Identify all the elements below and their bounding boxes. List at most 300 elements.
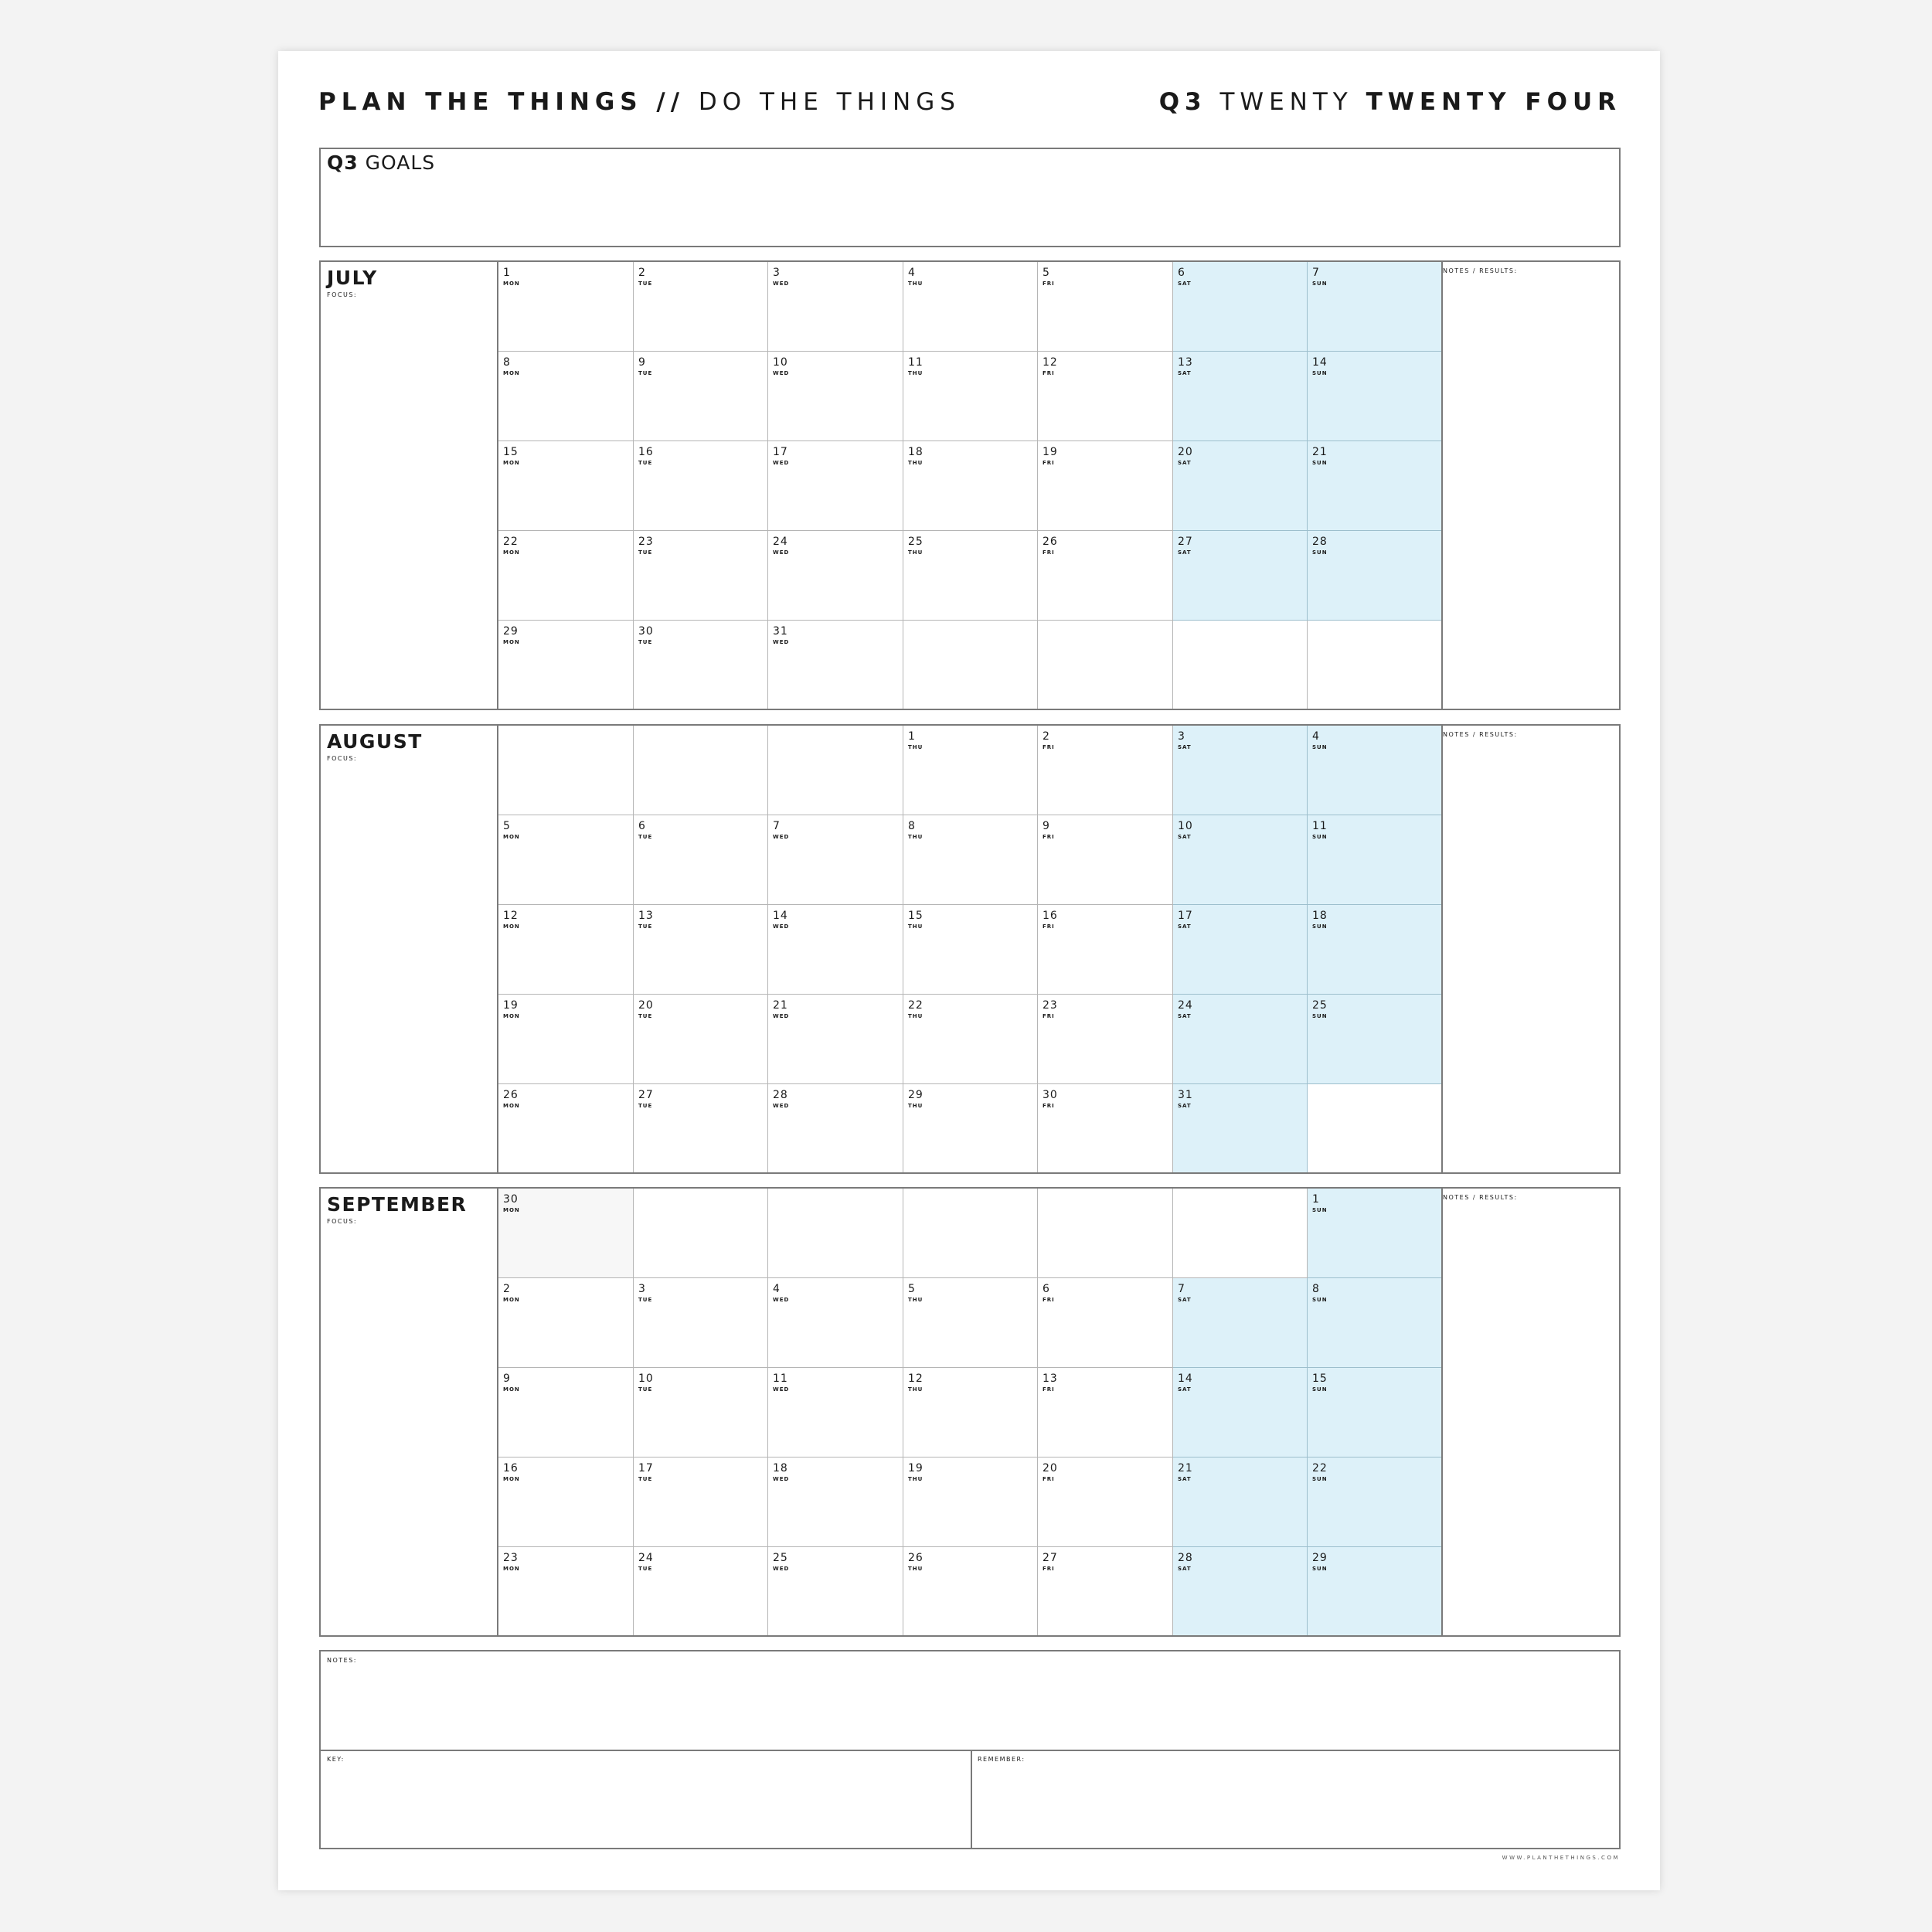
weekday-label: FRI xyxy=(1043,1297,1055,1303)
day-cell[interactable] xyxy=(768,1084,903,1172)
day-number: 15 xyxy=(503,446,519,458)
weekday-label: TUE xyxy=(638,1013,653,1019)
weekday-label: MON xyxy=(503,460,520,466)
website-url: WWW.PLANTHETHINGS.COM xyxy=(1502,1855,1620,1861)
day-cell[interactable] xyxy=(1173,441,1308,531)
day-cell[interactable] xyxy=(1038,905,1173,995)
day-number: 23 xyxy=(503,1552,519,1564)
day-number: 3 xyxy=(773,267,781,279)
weekday-label: WED xyxy=(773,370,790,376)
notes-results-label: NOTES / RESULTS: xyxy=(1443,267,1518,274)
day-cell[interactable] xyxy=(903,1084,1038,1172)
goals-box[interactable] xyxy=(319,148,1621,247)
day-cell[interactable] xyxy=(768,995,903,1084)
day-number: 19 xyxy=(503,999,519,1012)
remember-label: REMEMBER: xyxy=(978,1756,1026,1763)
month-block-august xyxy=(319,724,1621,1174)
weekday-label: TUE xyxy=(638,923,653,930)
day-cell[interactable] xyxy=(1308,1368,1443,1458)
day-cell[interactable] xyxy=(903,726,1038,815)
day-number: 23 xyxy=(638,536,654,548)
weekday-label: SUN xyxy=(1312,1566,1328,1572)
notes-column-divider xyxy=(1441,726,1443,1172)
day-number: 6 xyxy=(638,820,646,832)
day-number: 25 xyxy=(773,1552,788,1564)
day-cell[interactable] xyxy=(634,1547,768,1635)
empty-cell xyxy=(1308,621,1443,709)
day-number: 30 xyxy=(638,625,654,638)
day-number: 6 xyxy=(1178,267,1185,279)
day-number: 4 xyxy=(1312,730,1320,743)
weekday-label: TUE xyxy=(638,1566,653,1572)
day-cell[interactable] xyxy=(903,1547,1038,1635)
goals-label xyxy=(327,151,435,174)
day-cell[interactable] xyxy=(498,1547,634,1635)
day-cell[interactable] xyxy=(1308,352,1443,441)
weekday-label: SAT xyxy=(1178,1566,1192,1572)
day-cell[interactable] xyxy=(1173,531,1308,621)
weekday-label: TUE xyxy=(638,370,653,376)
day-cell[interactable] xyxy=(1038,441,1173,531)
day-cell[interactable] xyxy=(768,531,903,621)
day-number: 13 xyxy=(1178,356,1193,369)
weekday-label: SUN xyxy=(1312,460,1328,466)
day-number: 20 xyxy=(638,999,654,1012)
day-number: 18 xyxy=(1312,910,1328,922)
day-cell[interactable] xyxy=(1038,1547,1173,1635)
weekday-label: THU xyxy=(908,281,923,287)
day-cell[interactable] xyxy=(1173,1368,1308,1458)
goals-quarter: Q3 xyxy=(327,151,359,174)
weekday-label: SAT xyxy=(1178,1297,1192,1303)
header-twenty: TWENTY xyxy=(1206,88,1366,116)
day-cell[interactable] xyxy=(634,531,768,621)
day-cell[interactable] xyxy=(1173,995,1308,1084)
weekday-label: THU xyxy=(908,460,923,466)
weekday-label: MON xyxy=(503,1476,520,1482)
day-number: 27 xyxy=(1178,536,1193,548)
day-number: 26 xyxy=(503,1089,519,1101)
weekday-label: MON xyxy=(503,281,520,287)
day-cell[interactable] xyxy=(498,1458,634,1547)
month-block-september xyxy=(319,1187,1621,1637)
day-number: 9 xyxy=(638,356,646,369)
day-cell[interactable] xyxy=(1173,905,1308,995)
weekday-label: FRI xyxy=(1043,744,1055,750)
day-number: 23 xyxy=(1043,999,1058,1012)
weekday-label: FRI xyxy=(1043,834,1055,840)
day-cell[interactable] xyxy=(768,1458,903,1547)
month-block-july xyxy=(319,260,1621,710)
weekday-label: THU xyxy=(908,1476,923,1482)
day-number: 2 xyxy=(638,267,646,279)
key-remember-divider xyxy=(971,1750,972,1849)
day-cell[interactable] xyxy=(1038,352,1173,441)
weekday-label: SAT xyxy=(1178,744,1192,750)
weekday-label: SUN xyxy=(1312,834,1328,840)
weekday-label: TUE xyxy=(638,1476,653,1482)
day-cell[interactable] xyxy=(903,531,1038,621)
day-cell[interactable] xyxy=(768,905,903,995)
day-cell[interactable] xyxy=(1308,262,1443,352)
weekday-label: WED xyxy=(773,639,790,645)
day-number: 19 xyxy=(1043,446,1058,458)
day-number: 12 xyxy=(503,910,519,922)
weekday-label: WED xyxy=(773,1013,790,1019)
day-cell[interactable] xyxy=(768,1368,903,1458)
weekday-label: SUN xyxy=(1312,1386,1328,1393)
notes-label: NOTES: xyxy=(327,1657,357,1664)
day-cell[interactable] xyxy=(634,905,768,995)
empty-cell xyxy=(1308,1084,1443,1172)
day-number: 6 xyxy=(1043,1283,1050,1295)
notes-column-divider xyxy=(1441,1189,1443,1635)
day-cell[interactable] xyxy=(498,995,634,1084)
header-tagline xyxy=(318,88,961,116)
weekday-label: THU xyxy=(908,1386,923,1393)
day-cell[interactable] xyxy=(1038,815,1173,905)
day-cell[interactable] xyxy=(768,815,903,905)
day-cell[interactable] xyxy=(1038,726,1173,815)
weekday-label: FRI xyxy=(1043,370,1055,376)
day-cell[interactable] xyxy=(1173,726,1308,815)
day-number: 17 xyxy=(638,1462,654,1475)
day-number: 11 xyxy=(908,356,923,369)
day-cell[interactable] xyxy=(634,1458,768,1547)
day-cell[interactable] xyxy=(498,352,634,441)
day-grid xyxy=(498,262,1443,709)
day-grid xyxy=(498,1189,1443,1635)
weekday-label: SAT xyxy=(1178,923,1192,930)
day-cell[interactable] xyxy=(1038,531,1173,621)
day-cell[interactable] xyxy=(498,262,634,352)
day-number: 3 xyxy=(638,1283,646,1295)
weekday-label: SUN xyxy=(1312,923,1328,930)
planner-sheet xyxy=(278,51,1660,1890)
day-cell[interactable] xyxy=(1173,352,1308,441)
day-cell[interactable] xyxy=(768,1278,903,1368)
day-cell[interactable] xyxy=(768,441,903,531)
day-number: 8 xyxy=(908,820,916,832)
day-cell[interactable] xyxy=(634,1084,768,1172)
weekday-label: TUE xyxy=(638,1103,653,1109)
day-number: 18 xyxy=(773,1462,788,1475)
empty-cell xyxy=(634,726,768,815)
day-cell[interactable] xyxy=(1038,262,1173,352)
weekday-label: SUN xyxy=(1312,1013,1328,1019)
day-number: 21 xyxy=(1312,446,1328,458)
day-number: 1 xyxy=(503,267,511,279)
day-number: 20 xyxy=(1043,1462,1058,1475)
weekday-label: THU xyxy=(908,834,923,840)
day-number: 10 xyxy=(773,356,788,369)
weekday-label: FRI xyxy=(1043,923,1055,930)
day-number: 14 xyxy=(1312,356,1328,369)
weekday-label: MON xyxy=(503,370,520,376)
day-number: 5 xyxy=(908,1283,916,1295)
day-number: 3 xyxy=(1178,730,1185,743)
weekday-label: TUE xyxy=(638,281,653,287)
day-number: 12 xyxy=(908,1372,923,1385)
weekday-label: MON xyxy=(503,1103,520,1109)
day-number: 24 xyxy=(1178,999,1193,1012)
empty-cell xyxy=(498,726,634,815)
empty-cell xyxy=(768,1189,903,1278)
day-cell[interactable] xyxy=(634,441,768,531)
day-number: 18 xyxy=(908,446,923,458)
day-number: 29 xyxy=(503,625,519,638)
month-name: JULY xyxy=(327,267,378,289)
day-number: 22 xyxy=(1312,1462,1328,1475)
empty-cell xyxy=(1173,1189,1308,1278)
weekday-label: WED xyxy=(773,549,790,556)
day-cell[interactable] xyxy=(498,1084,634,1172)
day-number: 11 xyxy=(1312,820,1328,832)
weekday-label: TUE xyxy=(638,549,653,556)
bottom-notes-section xyxy=(319,1650,1621,1849)
day-cell[interactable] xyxy=(1038,1458,1173,1547)
day-number: 22 xyxy=(908,999,923,1012)
month-name: SEPTEMBER xyxy=(327,1193,468,1216)
day-number: 2 xyxy=(1043,730,1050,743)
weekday-label: THU xyxy=(908,923,923,930)
weekday-label: SUN xyxy=(1312,549,1328,556)
day-cell[interactable] xyxy=(634,262,768,352)
day-cell[interactable] xyxy=(634,995,768,1084)
weekday-label: THU xyxy=(908,1297,923,1303)
day-number: 31 xyxy=(773,625,788,638)
empty-cell xyxy=(1038,1189,1173,1278)
day-cell[interactable] xyxy=(1308,726,1443,815)
weekday-label: SAT xyxy=(1178,1476,1192,1482)
day-number: 1 xyxy=(908,730,916,743)
goals-text: GOALS xyxy=(358,151,436,174)
weekday-label: THU xyxy=(908,370,923,376)
weekday-label: TUE xyxy=(638,834,653,840)
empty-cell xyxy=(1038,621,1173,709)
day-number: 10 xyxy=(638,1372,654,1385)
notes-results-label: NOTES / RESULTS: xyxy=(1443,731,1518,738)
day-cell[interactable] xyxy=(1308,905,1443,995)
day-number: 29 xyxy=(908,1089,923,1101)
day-cell[interactable] xyxy=(1173,1278,1308,1368)
day-number: 20 xyxy=(1178,446,1193,458)
day-cell[interactable] xyxy=(1308,1458,1443,1547)
day-cell[interactable] xyxy=(903,441,1038,531)
header-do: DO THE THINGS xyxy=(698,88,961,116)
key-label: KEY: xyxy=(327,1756,345,1763)
day-cell[interactable] xyxy=(1308,1547,1443,1635)
day-cell[interactable] xyxy=(498,905,634,995)
day-number: 16 xyxy=(638,446,654,458)
day-cell[interactable] xyxy=(1173,815,1308,905)
day-cell[interactable] xyxy=(498,1278,634,1368)
day-cell[interactable] xyxy=(903,352,1038,441)
day-number: 17 xyxy=(1178,910,1193,922)
day-cell[interactable] xyxy=(634,1278,768,1368)
day-number: 16 xyxy=(503,1462,519,1475)
day-number: 27 xyxy=(638,1089,654,1101)
weekday-label: SUN xyxy=(1312,370,1328,376)
day-cell[interactable] xyxy=(634,815,768,905)
notes-results-label: NOTES / RESULTS: xyxy=(1443,1194,1518,1201)
day-number: 31 xyxy=(1178,1089,1193,1101)
day-number: 4 xyxy=(908,267,916,279)
day-cell[interactable] xyxy=(1038,1368,1173,1458)
day-cell[interactable] xyxy=(768,1547,903,1635)
weekday-label: SUN xyxy=(1312,1207,1328,1213)
day-number: 14 xyxy=(773,910,788,922)
day-cell[interactable] xyxy=(903,262,1038,352)
day-cell[interactable] xyxy=(634,352,768,441)
day-number: 7 xyxy=(1178,1283,1185,1295)
weekday-label: MON xyxy=(503,1013,520,1019)
weekday-label: THU xyxy=(908,1103,923,1109)
day-number: 26 xyxy=(908,1552,923,1564)
weekday-label: WED xyxy=(773,1566,790,1572)
day-cell[interactable] xyxy=(768,262,903,352)
day-number: 13 xyxy=(1043,1372,1058,1385)
day-cell[interactable] xyxy=(1308,1189,1443,1278)
day-number: 21 xyxy=(773,999,788,1012)
empty-cell xyxy=(1173,621,1308,709)
weekday-label: FRI xyxy=(1043,1566,1055,1572)
day-number: 8 xyxy=(1312,1283,1320,1295)
day-cell[interactable] xyxy=(1308,1278,1443,1368)
day-number: 24 xyxy=(773,536,788,548)
weekday-label: WED xyxy=(773,1476,790,1482)
day-cell[interactable] xyxy=(634,1368,768,1458)
day-number: 25 xyxy=(1312,999,1328,1012)
day-grid xyxy=(498,726,1443,1172)
day-number: 30 xyxy=(1043,1089,1058,1101)
day-cell[interactable] xyxy=(1038,1084,1173,1172)
day-cell[interactable] xyxy=(498,1368,634,1458)
day-cell[interactable] xyxy=(498,531,634,621)
weekday-label: SUN xyxy=(1312,744,1328,750)
weekday-label: MON xyxy=(503,1207,520,1213)
day-number: 28 xyxy=(773,1089,788,1101)
weekday-label: SAT xyxy=(1178,460,1192,466)
weekday-label: FRI xyxy=(1043,281,1055,287)
weekday-label: SUN xyxy=(1312,281,1328,287)
day-number: 10 xyxy=(1178,820,1193,832)
weekday-label: THU xyxy=(908,1013,923,1019)
weekday-label: MON xyxy=(503,549,520,556)
day-cell[interactable] xyxy=(1308,995,1443,1084)
day-cell[interactable] xyxy=(1173,1458,1308,1547)
day-number: 19 xyxy=(908,1462,923,1475)
weekday-label: WED xyxy=(773,281,790,287)
weekday-label: MON xyxy=(503,1386,520,1393)
day-number: 7 xyxy=(773,820,781,832)
day-cell[interactable] xyxy=(1308,815,1443,905)
weekday-label: SUN xyxy=(1312,1476,1328,1482)
focus-label: FOCUS: xyxy=(327,1218,358,1225)
day-number: 8 xyxy=(503,356,511,369)
focus-label: FOCUS: xyxy=(327,291,358,298)
header-separator: // xyxy=(642,88,699,116)
day-number: 15 xyxy=(1312,1372,1328,1385)
weekday-label: THU xyxy=(908,744,923,750)
day-cell[interactable] xyxy=(1308,531,1443,621)
day-number: 1 xyxy=(1312,1193,1320,1206)
month-name: AUGUST xyxy=(327,730,423,753)
day-number: 7 xyxy=(1312,267,1320,279)
weekday-label: TUE xyxy=(638,639,653,645)
empty-cell xyxy=(903,621,1038,709)
weekday-label: FRI xyxy=(1043,1386,1055,1393)
day-number: 17 xyxy=(773,446,788,458)
day-cell[interactable] xyxy=(634,621,768,709)
weekday-label: THU xyxy=(908,549,923,556)
weekday-label: WED xyxy=(773,834,790,840)
weekday-label: MON xyxy=(503,1297,520,1303)
empty-cell xyxy=(634,1189,768,1278)
day-number: 12 xyxy=(1043,356,1058,369)
weekday-label: SAT xyxy=(1178,1103,1192,1109)
weekday-label: SAT xyxy=(1178,281,1192,287)
day-number: 30 xyxy=(503,1193,519,1206)
day-cell[interactable] xyxy=(1173,262,1308,352)
weekday-label: TUE xyxy=(638,460,653,466)
weekday-label: SAT xyxy=(1178,834,1192,840)
day-cell[interactable] xyxy=(498,441,634,531)
day-number: 13 xyxy=(638,910,654,922)
day-number: 9 xyxy=(503,1372,511,1385)
day-number: 16 xyxy=(1043,910,1058,922)
day-cell[interactable] xyxy=(903,1368,1038,1458)
day-cell[interactable] xyxy=(498,621,634,709)
weekday-label: SAT xyxy=(1178,1386,1192,1393)
day-cell[interactable] xyxy=(768,352,903,441)
day-number: 25 xyxy=(908,536,923,548)
day-cell[interactable] xyxy=(1308,441,1443,531)
day-cell[interactable] xyxy=(1173,1084,1308,1172)
day-number: 11 xyxy=(773,1372,788,1385)
weekday-label: SAT xyxy=(1178,370,1192,376)
header-q: Q3 xyxy=(1158,88,1207,116)
day-cell[interactable] xyxy=(903,815,1038,905)
weekday-label: THU xyxy=(908,1566,923,1572)
day-cell[interactable] xyxy=(768,621,903,709)
day-number: 2 xyxy=(503,1283,511,1295)
day-cell[interactable] xyxy=(498,815,634,905)
day-cell[interactable] xyxy=(903,995,1038,1084)
weekday-label: WED xyxy=(773,923,790,930)
day-cell[interactable] xyxy=(1038,1278,1173,1368)
day-number: 9 xyxy=(1043,820,1050,832)
weekday-label: FRI xyxy=(1043,1103,1055,1109)
weekday-label: FRI xyxy=(1043,1013,1055,1019)
weekday-label: SUN xyxy=(1312,1297,1328,1303)
day-number: 29 xyxy=(1312,1552,1328,1564)
day-cell[interactable] xyxy=(498,1189,634,1278)
day-cell[interactable] xyxy=(903,1278,1038,1368)
header-plan: PLAN THE THINGS xyxy=(318,88,643,116)
weekday-label: WED xyxy=(773,1297,790,1303)
day-cell[interactable] xyxy=(903,905,1038,995)
weekday-label: MON xyxy=(503,1566,520,1572)
day-cell[interactable] xyxy=(1173,1547,1308,1635)
weekday-label: WED xyxy=(773,460,790,466)
day-cell[interactable] xyxy=(1038,995,1173,1084)
day-number: 21 xyxy=(1178,1462,1193,1475)
weekday-label: SAT xyxy=(1178,1013,1192,1019)
day-cell[interactable] xyxy=(903,1458,1038,1547)
weekday-label: MON xyxy=(503,834,520,840)
weekday-label: TUE xyxy=(638,1386,653,1393)
